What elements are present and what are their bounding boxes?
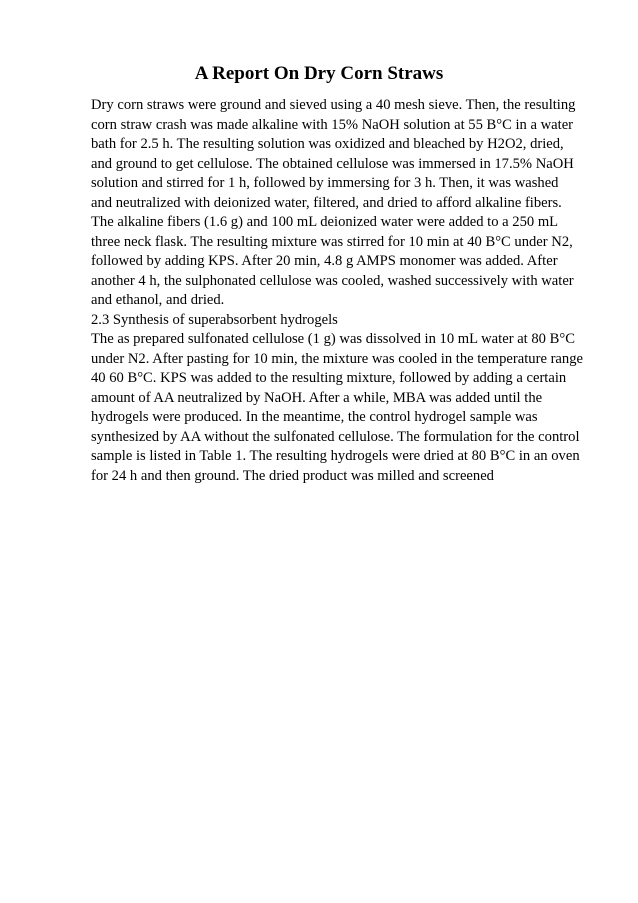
body-line: The alkaline fibers (1.6 g) and 100 mL deionized water were added to a 250 mL	[91, 214, 559, 230]
section-heading: 2.3 Synthesis of superabsorbent hydrogels	[91, 311, 338, 328]
document-body	[91, 96, 583, 486]
body-line: solution and stirred for 1 h, followed by immersing for 3 h. Then, it was washed	[91, 175, 559, 191]
body-line: bath for 2.5 h. The resulting solution was oxidized and bleached by H2O2, dried,	[91, 136, 564, 152]
body-line: another 4 h, the sulphonated cellulose was cooled, washed successively with water	[91, 272, 574, 289]
body-line: corn straw crash was made alkaline with 15% NaOH solution at 55 B°C in a water	[91, 116, 574, 133]
body-line: amount of AA neutralized by NaOH. After a while, MBA was added until the	[91, 389, 543, 406]
body-line: under N2. After pasting for 10 min, the mixture was cooled in the temperature range	[91, 350, 583, 367]
document-title: A Report On Dry Corn Straws	[194, 63, 444, 84]
body-line: and neutralized with deionized water, filtered, and dried to afford alkaline fibers.	[91, 194, 562, 211]
body-line: The as prepared sulfonated cellulose (1 g) was dissolved in 10 mL water at 80 B°C	[91, 331, 575, 347]
body-line: Dry corn straws were ground and sieved using a 40 mesh sieve. Then, the resulting	[91, 97, 576, 113]
body-line: sample is listed in Table 1. The resulting hydrogels were dried at 80 B°C in an oven	[91, 448, 580, 464]
body-line: followed by adding KPS. After 20 min, 4.8 g AMPS monomer was added. After	[91, 253, 558, 269]
body-line: and ground to get cellulose. The obtained cellulose was immersed in 17.5% NaOH	[91, 155, 574, 172]
body-line: three neck flask. The resulting mixture was stirred for 10 min at 40 B°C under N2,	[91, 233, 573, 250]
body-line: synthesized by AA without the sulfonated cellulose. The formulation for the control	[91, 428, 580, 445]
body-line: hydrogels were produced. In the meantime, the control hydrogel sample was	[91, 409, 538, 425]
body-line: 40 60 B°C. KPS was added to the resulting mixture, followed by adding a certain	[91, 370, 567, 386]
body-line: for 24 h and then ground. The dried product was milled and screened	[91, 467, 494, 484]
body-line: and ethanol, and dried.	[91, 292, 225, 308]
